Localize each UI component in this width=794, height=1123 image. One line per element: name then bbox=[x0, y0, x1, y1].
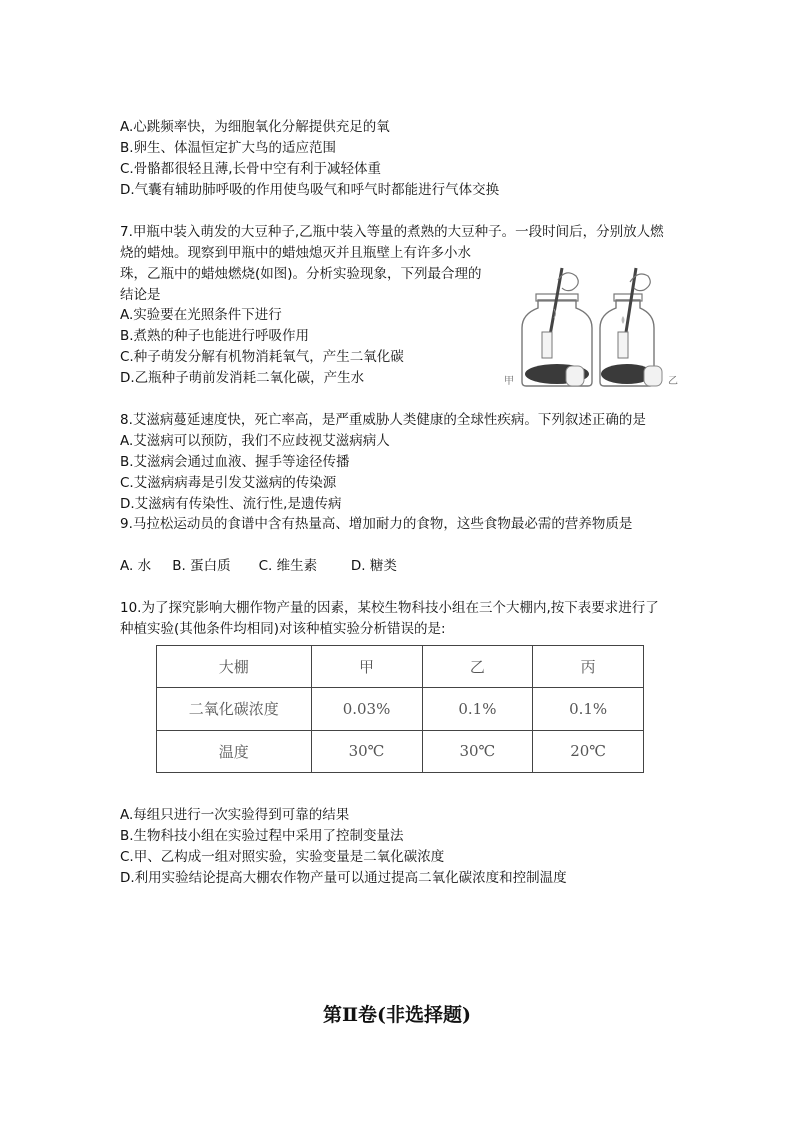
table-header-cell: 丙 bbox=[533, 646, 644, 688]
table-cell: 0.1% bbox=[533, 688, 644, 730]
q6-option-c: C.骨骼都很轻且薄,长骨中空有利于减轻体重 bbox=[120, 161, 382, 177]
table-header-cell: 甲 bbox=[311, 646, 422, 688]
table-cell: 二氧化碳浓度 bbox=[157, 688, 312, 730]
table-cell: 20℃ bbox=[533, 730, 644, 772]
q8-option-d: D.艾滋病有传染性、流行性,是遗传病 bbox=[120, 496, 342, 512]
q10-option-d: D.利用实验结论提高大棚农作物产量可以通过提高二氧化碳浓度和控制温度 bbox=[120, 870, 567, 886]
q10-stem-line-2: 种植实验(其他条件均相同)对该种植实验分析错误的是: bbox=[120, 621, 446, 637]
q10-experiment-table bbox=[156, 645, 644, 773]
table-header-row bbox=[157, 646, 644, 688]
table-cell: 30℃ bbox=[422, 730, 533, 772]
table-cell: 温度 bbox=[157, 730, 312, 772]
q9-option-a: A. 水 bbox=[120, 558, 152, 574]
jar-label-jia: 甲 bbox=[504, 376, 514, 387]
table-cell: 0.1% bbox=[422, 688, 533, 730]
q7-stem-line-1: 7.甲瓶中装入萌发的大豆种子,乙瓶中装入等量的煮熟的大豆种子。一段时间后，分别放人燃 bbox=[120, 224, 664, 240]
q9-option-d: D. 糖类 bbox=[350, 558, 397, 574]
q7-option-d: D.乙瓶种子萌前发消耗二氧化碳，产生水 bbox=[120, 370, 365, 386]
q8-option-a: A.艾滋病可以预防，我们不应歧视艾滋病病人 bbox=[120, 433, 390, 449]
q8-option-b: B.艾滋病会通过血液、握手等途径传播 bbox=[120, 454, 350, 470]
jars-illustration bbox=[500, 262, 690, 392]
experiment-table bbox=[156, 645, 644, 773]
q9-stem: 9.马拉松运动员的食谱中含有热量高、增加耐力的食物，这些食物最必需的营养物质是 bbox=[120, 516, 633, 532]
q6-option-a: A.心跳频率快，为细胞氧化分解提供充足的氧 bbox=[120, 119, 390, 135]
table-cell: 30℃ bbox=[311, 730, 422, 772]
q7-option-a: A.实验要在光照条件下进行 bbox=[120, 307, 282, 323]
q7-stem-line-4: 结论是 bbox=[120, 287, 161, 303]
lid-jia bbox=[566, 366, 584, 386]
q9-options-row bbox=[120, 556, 397, 576]
q7-jar-figure bbox=[500, 262, 690, 392]
q9-option-b: B. 蛋白质 bbox=[172, 558, 231, 574]
q10-option-b: B.生物科技小组在实验过程中采用了控制变量法 bbox=[120, 828, 404, 844]
table-row bbox=[157, 730, 644, 772]
lid-yi bbox=[644, 366, 662, 386]
q10-stem-line-1: 10.为了探究影响大棚作物产量的因素，某校生物科技小组在三个大棚内,按下表要求进行了 bbox=[120, 600, 659, 616]
table-cell: 0.03% bbox=[311, 688, 422, 730]
q7-stem-line-2: 烧的蜡烛。现察到甲瓶中的蜡烛熄灭并且瓶壁上有许多小水 bbox=[120, 245, 471, 261]
table-header-cell: 乙 bbox=[422, 646, 533, 688]
jar-label-yi: 乙 bbox=[668, 376, 678, 387]
table-row bbox=[157, 688, 644, 730]
q10-option-c: C.甲、乙构成一组对照实验，实验变量是二氧化碳浓度 bbox=[120, 849, 445, 865]
q9-option-c: C. 维生素 bbox=[258, 558, 318, 574]
q10-option-a: A.每组只进行一次实验得到可靠的结果 bbox=[120, 807, 350, 823]
q6-option-b: B.卵生、体温恒定扩大鸟的适应范围 bbox=[120, 140, 337, 156]
q8-stem: 8.艾滋病蔓延速度快，死亡率高，是严重威胁人类健康的全球性疾病。下列叙述正确的是 bbox=[120, 412, 646, 428]
q7-stem-line-3: 珠，乙瓶中的蜡烛燃烧(如图)。分析实验现象，下列最合理的 bbox=[120, 266, 482, 282]
q8-option-c: C.艾滋病病毒是引发艾滋病的传染源 bbox=[120, 475, 337, 491]
section-title: 第Ⅱ卷(非选择题) bbox=[323, 1004, 471, 1026]
q7-option-b: B.煮熟的种子也能进行呼吸作用 bbox=[120, 328, 310, 344]
table-header-cell: 大棚 bbox=[157, 646, 312, 688]
q6-option-d: D.气囊有辅助肺呼吸的作用使鸟吸气和呼气时都能进行气体交换 bbox=[120, 182, 500, 198]
q7-option-c: C.种子萌发分解有机物消耗氧气，产生二氧化碳 bbox=[120, 349, 404, 365]
